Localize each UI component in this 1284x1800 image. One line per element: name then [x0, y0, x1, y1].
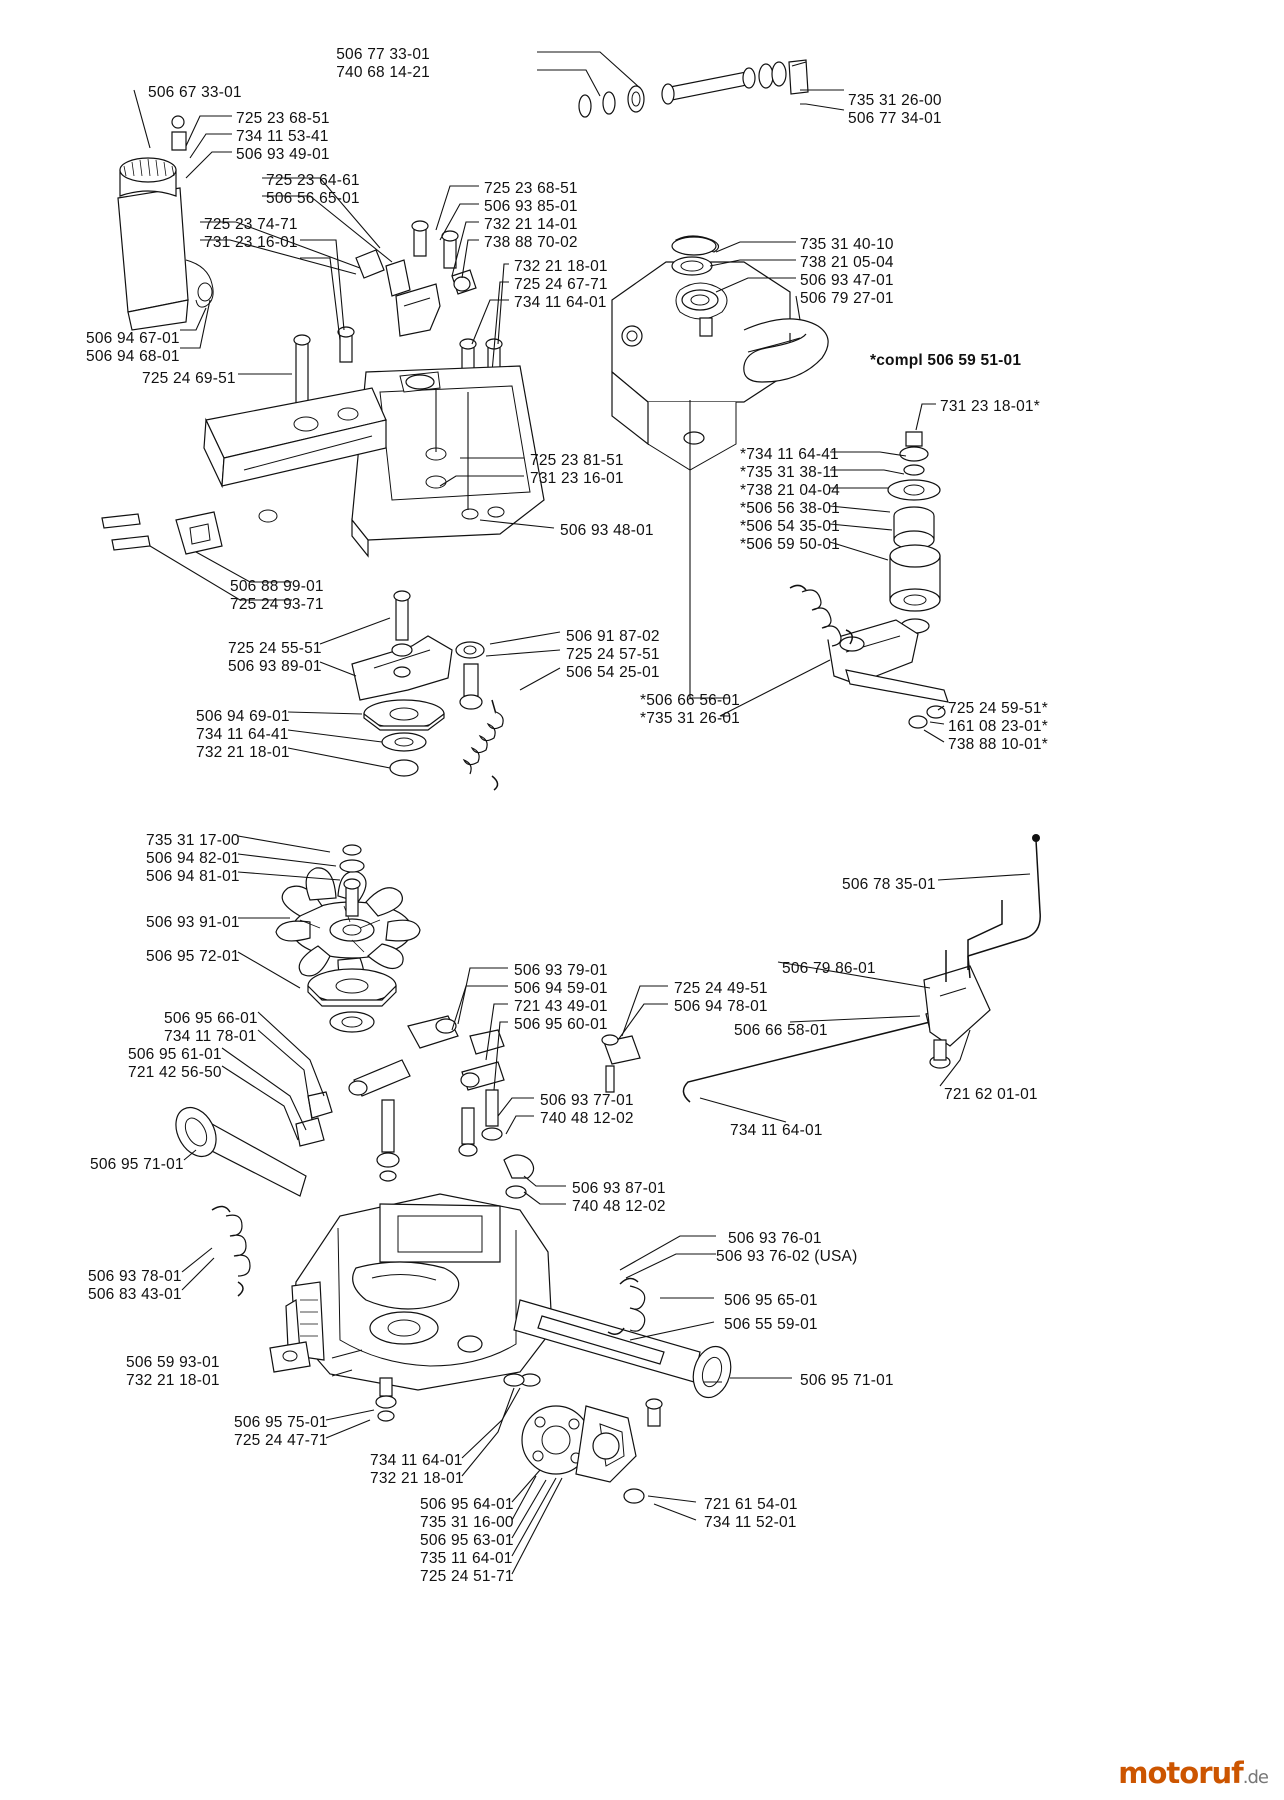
part-number-m027: 506 95 60-01: [514, 1016, 608, 1033]
part-number-l017: 734 11 64-01: [514, 294, 607, 311]
part-number-m029: 740 48 12-02: [540, 1110, 634, 1127]
part-number-l016: 725 24 67-71: [514, 276, 608, 293]
part-number-l036: 506 54 25-01: [566, 664, 660, 681]
part-number-m004: 506 93 91-01: [146, 914, 240, 931]
part-number-l044: *506 56 38-01: [740, 500, 840, 517]
hydro-pulley-stack: [828, 432, 948, 728]
part-number-l007: 734 11 53-41: [236, 128, 329, 145]
part-number-l040: 731 23 18-01*: [940, 398, 1040, 415]
part-number-m037: 506 79 86-01: [782, 960, 876, 977]
part-number-l001: 506 77 33-01: [336, 46, 430, 63]
part-number-m009: 721 42 56-50: [128, 1064, 222, 1081]
compl-note: *compl 506 59 51-01: [870, 352, 1022, 369]
part-number-m002: 506 94 82-01: [146, 850, 240, 867]
lower-right-spring: [608, 1278, 645, 1334]
part-number-l032: 725 24 55-51: [228, 640, 322, 657]
part-number-l005: 506 67 33-01: [148, 84, 242, 101]
part-number-l050: 161 08 23-01*: [948, 718, 1048, 735]
part-number-m034: 506 66 58-01: [734, 1022, 828, 1039]
part-number-m022: 735 11 64-01: [420, 1550, 513, 1567]
part-number-l030: 506 88 99-01: [230, 578, 324, 595]
part-number-m018: 732 21 18-01: [370, 1470, 464, 1487]
part-number-l034: 506 91 87-02: [566, 628, 660, 645]
part-number-m015: 506 95 75-01: [234, 1414, 328, 1431]
part-number-l047: *506 66 56-01: [640, 692, 740, 709]
part-number-l010: 506 56 65-01: [266, 190, 360, 207]
part-number-m036: 506 78 35-01: [842, 876, 936, 893]
part-number-l027: 725 23 81-51: [530, 452, 624, 469]
watermark-text: motoruf: [1118, 1756, 1243, 1790]
extension-spring-center: [464, 700, 503, 790]
part-number-m010: 506 95 71-01: [90, 1156, 184, 1173]
part-number-m045: 734 11 52-01: [704, 1514, 797, 1531]
part-number-m030: 506 93 87-01: [572, 1180, 666, 1197]
part-number-m012: 506 83 43-01: [88, 1286, 182, 1303]
part-number-l004: 506 77 34-01: [848, 110, 942, 127]
part-number-m014: 732 21 18-01: [126, 1372, 220, 1389]
part-number-m023: 725 24 51-71: [420, 1568, 514, 1585]
part-number-m016: 725 24 47-71: [234, 1432, 328, 1449]
left-axle-tube: [168, 1092, 332, 1196]
part-number-m038: 721 62 01-01: [944, 1086, 1038, 1103]
spring-left-lower: [212, 1206, 250, 1296]
part-number-l041: *734 11 64-41: [740, 446, 839, 463]
part-number-m011: 506 93 78-01: [88, 1268, 182, 1285]
part-number-l046: *506 59 50-01: [740, 536, 840, 553]
part-number-m005: 506 95 72-01: [146, 948, 240, 965]
part-number-l028: 731 23 16-01: [530, 470, 624, 487]
part-number-m033: 506 94 78-01: [674, 998, 768, 1015]
part-number-m042: 506 55 59-01: [724, 1316, 818, 1333]
part-number-m021: 506 95 63-01: [420, 1532, 514, 1549]
part-number-m028: 506 93 77-01: [540, 1092, 634, 1109]
part-number-l020: 506 94 67-01: [86, 330, 180, 347]
part-number-l018: 725 23 74-71: [204, 216, 298, 233]
part-number-m020: 735 31 16-00: [420, 1514, 514, 1531]
part-number-l015: 732 21 18-01: [514, 258, 608, 275]
watermark: [1118, 1756, 1268, 1790]
part-number-m001: 735 31 17-00: [146, 832, 240, 849]
part-number-l009: 725 23 64-61: [266, 172, 360, 189]
part-number-l023: 735 31 40-10: [800, 236, 894, 253]
part-number-m043: 506 95 71-01: [800, 1372, 894, 1389]
part-number-l008: 506 93 49-01: [236, 146, 330, 163]
part-number-l038: 734 11 64-41: [196, 726, 289, 743]
part-number-l021: 506 94 68-01: [86, 348, 180, 365]
part-number-l012: 506 93 85-01: [484, 198, 578, 215]
part-number-m041: 506 95 65-01: [724, 1292, 818, 1309]
part-number-m017: 734 11 64-01: [370, 1452, 463, 1469]
part-number-m035: 734 11 64-01: [730, 1122, 823, 1139]
part-number-m040: 506 93 76-02 (USA): [716, 1248, 858, 1265]
part-number-l035: 725 24 57-51: [566, 646, 660, 663]
part-number-m007: 734 11 78-01: [164, 1028, 257, 1045]
part-number-m019: 506 95 64-01: [420, 1496, 514, 1513]
watermark-suffix: .de: [1242, 1767, 1268, 1788]
part-number-m025: 506 94 59-01: [514, 980, 608, 997]
part-number-l013: 732 21 14-01: [484, 216, 578, 233]
part-number-l006: 725 23 68-51: [236, 110, 330, 127]
part-number-l049: 725 24 59-51*: [948, 700, 1048, 717]
part-number-l045: *506 54 35-01: [740, 518, 840, 535]
part-number-m003: 506 94 81-01: [146, 868, 240, 885]
part-number-l026: 506 79 27-01: [800, 290, 894, 307]
part-number-m026: 721 43 49-01: [514, 998, 608, 1015]
part-number-l014: 738 88 70-02: [484, 234, 578, 251]
part-number-m013: 506 59 93-01: [126, 1354, 220, 1371]
part-number-l031: 725 24 93-71: [230, 596, 324, 613]
part-number-m024: 506 93 79-01: [514, 962, 608, 979]
fuel-tank: [118, 158, 213, 330]
part-number-m031: 740 48 12-02: [572, 1198, 666, 1215]
part-number-l002: 740 68 14-21: [336, 64, 430, 81]
part-number-m032: 725 24 49-51: [674, 980, 768, 997]
part-number-l025: 506 93 47-01: [800, 272, 894, 289]
right-housing: [612, 236, 828, 470]
part-number-m008: 506 95 61-01: [128, 1046, 222, 1063]
chassis-frame: [102, 366, 544, 556]
idler-bracket: [352, 591, 484, 776]
part-number-m044: 721 61 54-01: [704, 1496, 798, 1513]
part-number-l051: 738 88 10-01*: [948, 736, 1048, 753]
lift-rod: [968, 834, 1040, 978]
part-number-m006: 506 95 66-01: [164, 1010, 258, 1027]
drive-shaft-assembly: [579, 60, 808, 117]
pulley-stack: [364, 700, 444, 776]
part-number-l019: 731 23 16-01: [204, 234, 298, 251]
part-number-l039: 732 21 18-01: [196, 744, 290, 761]
part-number-l024: 738 21 05-04: [800, 254, 894, 271]
part-number-l022: 725 24 69-51: [142, 370, 236, 387]
part-number-l048: *735 31 26-01: [640, 710, 740, 727]
part-number-l029: 506 93 48-01: [560, 522, 654, 539]
part-number-m039: 506 93 76-01: [728, 1230, 822, 1247]
part-number-l033: 506 93 89-01: [228, 658, 322, 675]
part-number-l003: 735 31 26-00: [848, 92, 942, 109]
part-number-l037: 506 94 69-01: [196, 708, 290, 725]
part-number-l011: 725 23 68-51: [484, 180, 578, 197]
part-number-l043: *738 21 04-04: [740, 482, 840, 499]
part-number-l042: *735 31 38-11: [740, 464, 839, 481]
